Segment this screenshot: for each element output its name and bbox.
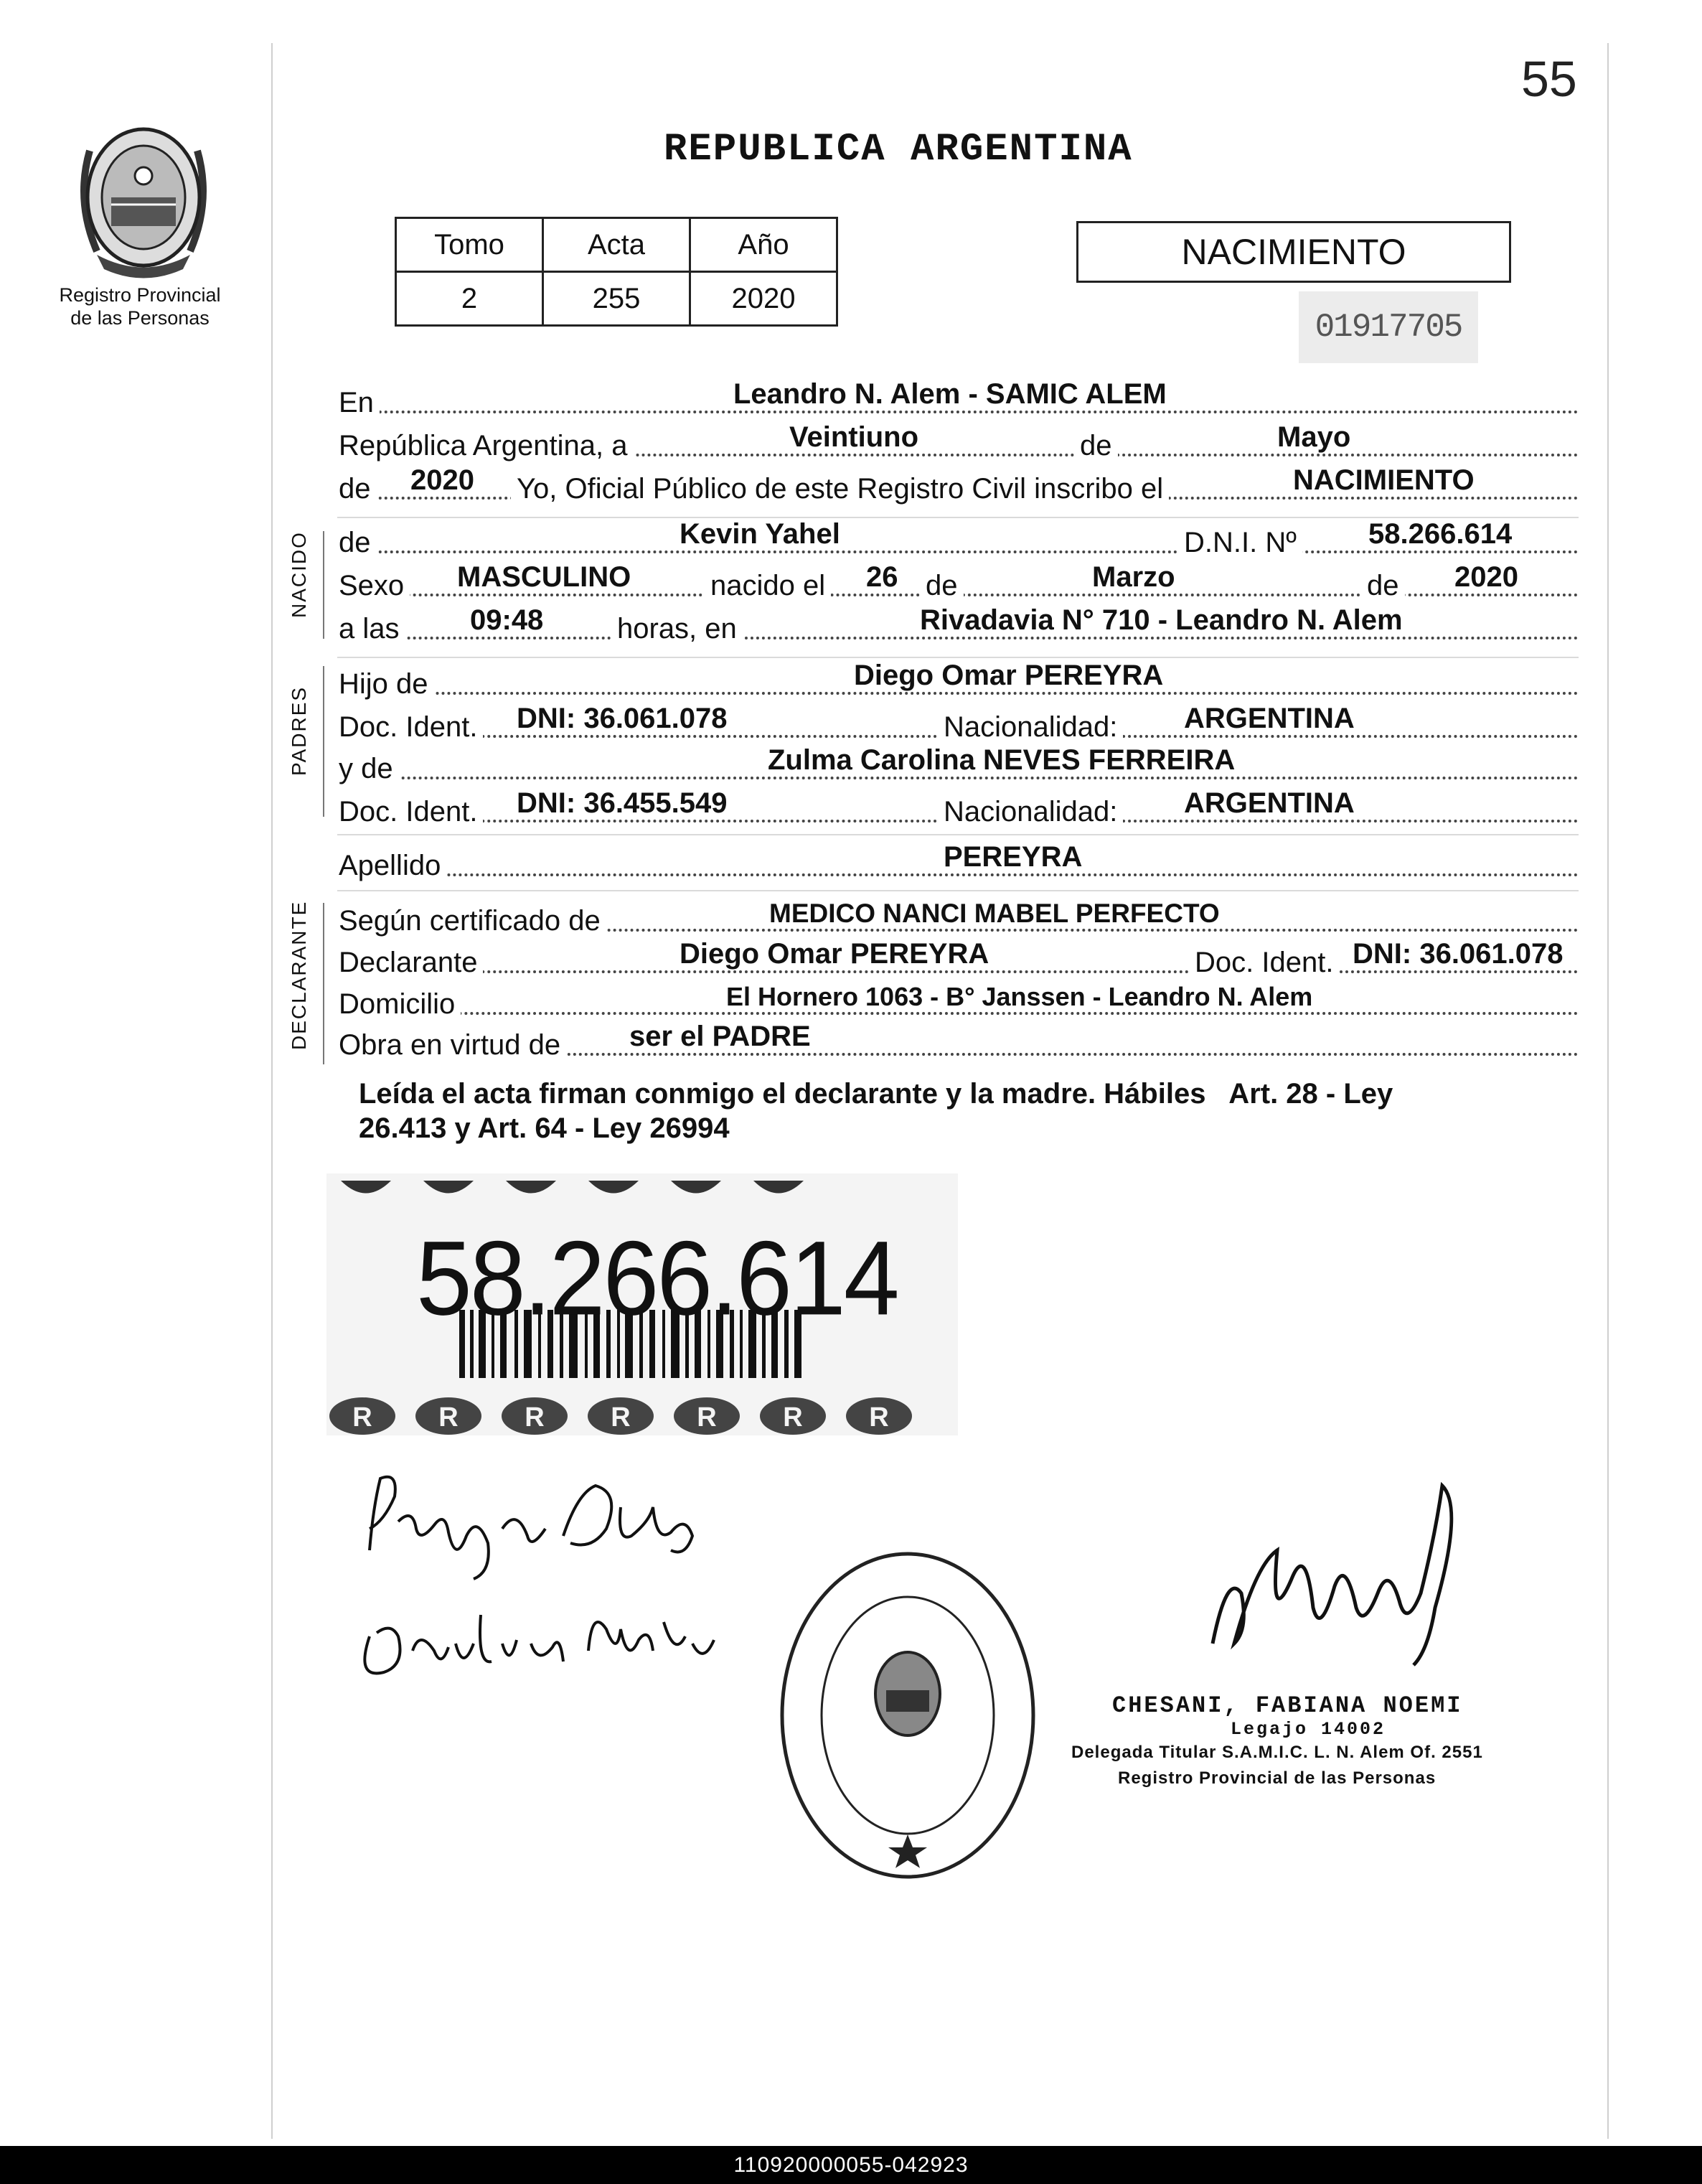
label-republica: República Argentina, a (339, 430, 634, 462)
row-child-name (339, 518, 1579, 559)
divider (337, 890, 1579, 891)
row-father (339, 660, 1579, 700)
row-sex-birthdate (339, 561, 1579, 602)
value-birth-time: 09:48 (470, 604, 544, 636)
sticker-watermark-r: R (869, 1402, 889, 1433)
label-doc-ident: Doc. Ident. (339, 711, 483, 744)
section-label-declarante: DECLARANTE (288, 900, 310, 1050)
value-day: Veintiuno (789, 421, 918, 453)
sticker-watermark-r: R (697, 1402, 717, 1433)
registry-table (395, 217, 838, 327)
value-mother-name: Zulma Carolina NEVES FERREIRA (768, 744, 1236, 776)
label-a-las: a las (339, 613, 405, 645)
label-de-year: de (1361, 570, 1405, 602)
official-legajo: Legajo 14002 (1231, 1719, 1386, 1740)
row-time-place (339, 604, 1579, 645)
label-en: En (339, 387, 380, 419)
sticker-watermark-r: R (352, 1402, 372, 1433)
sticker-dni-number: 58.266.614 (416, 1219, 898, 1337)
label-nacionalidad: Nacionalidad: (938, 711, 1123, 744)
row-certificate (339, 899, 1579, 937)
sticker-watermark-r: R (525, 1402, 545, 1433)
row-en (339, 378, 1579, 419)
label-declarante-doc: Doc. Ident. (1189, 947, 1339, 979)
value-mother-nationality: ARGENTINA (1184, 787, 1355, 819)
label-nacido-el: nacido el (705, 570, 831, 602)
value-child-dni: 58.266.614 (1368, 518, 1513, 550)
value-birth-day: 26 (866, 561, 898, 593)
registry-header-tomo: Tomo (396, 218, 543, 272)
logo-caption-line2: de las Personas (70, 307, 210, 329)
label-hijo-de: Hijo de (339, 668, 434, 700)
row-date (339, 421, 1579, 462)
document-title: REPUBLICA ARGENTINA (664, 128, 1133, 172)
section-label-padres: PADRES (288, 685, 310, 776)
label-domicilio: Domicilio (339, 988, 461, 1021)
row-mother-doc (339, 787, 1579, 828)
divider (337, 834, 1579, 835)
label-segun-certificado: Según certificado de (339, 905, 606, 937)
value-month: Mayo (1277, 421, 1351, 453)
registry-value-ano: 2020 (690, 272, 837, 326)
row-mother (339, 744, 1579, 785)
label-horas: horas, en (611, 613, 743, 645)
label-apellido: Apellido (339, 850, 446, 882)
registry-header-ano: Año (690, 218, 837, 272)
label-doc-ident: Doc. Ident. (339, 796, 483, 828)
value-place-of-registration: Leandro N. Alem - SAMIC ALEM (733, 378, 1167, 410)
value-mother-doc: DNI: 36.455.549 (517, 787, 728, 819)
value-birth-place: Rivadavia N° 710 - Leandro N. Alem (920, 604, 1403, 636)
section-bar-declarante (323, 903, 324, 1064)
value-sex: MASCULINO (457, 561, 631, 593)
value-apellido: PEREYRA (944, 841, 1083, 873)
logo-caption-line1: Registro Provincial (59, 284, 221, 306)
value-domicilio: El Hornero 1063 - B° Janssen - Leandro N. Alem (726, 982, 1313, 1011)
label-inscribo: Yo, Oficial Público de este Registro Civil inscribo el (511, 473, 1169, 505)
section-label-nacido: NACIDO (288, 531, 310, 618)
official-role: Delegada Titular S.A.M.I.C. L. N. Alem Of. 2551 (1071, 1743, 1483, 1762)
label-obra: Obra en virtud de (339, 1029, 566, 1061)
registry-header-acta: Acta (543, 218, 690, 272)
sticker-watermark-r: R (438, 1402, 459, 1433)
value-father-name: Diego Omar PEREYRA (854, 660, 1164, 691)
value-father-nationality: ARGENTINA (1184, 703, 1355, 734)
label-year-prefix: de (339, 473, 377, 505)
registry-value-tomo: 2 (396, 272, 543, 326)
section-bar-nacido (323, 531, 324, 639)
label-dni: D.N.I. Nº (1178, 527, 1302, 559)
label-child-de: de (339, 527, 377, 559)
legal-note-line1: Leída el acta firman conmigo el declarante y la madre. Hábiles Art. 28 - Ley (359, 1078, 1393, 1110)
misiones-seal-logo (68, 108, 219, 280)
logo-caption (39, 283, 240, 329)
value-child-name: Kevin Yahel (680, 518, 840, 550)
legal-note (359, 1077, 1543, 1145)
sticker-watermark-r: R (611, 1402, 631, 1433)
label-de-month: de (920, 570, 964, 602)
row-inscribo (339, 464, 1579, 505)
value-act-inscribed: NACIMIENTO (1293, 464, 1475, 496)
page-number: 55 (1521, 51, 1577, 107)
official-signature (1184, 1464, 1485, 1694)
footer-code-bar: 110920000055-042923 (0, 2146, 1702, 2184)
label-nacionalidad: Nacionalidad: (938, 796, 1123, 828)
value-certificate: MEDICO NANCI MABEL PERFECTO (769, 899, 1220, 928)
value-father-doc: DNI: 36.061.078 (517, 703, 728, 734)
label-sexo: Sexo (339, 570, 410, 602)
section-bar-padres (323, 666, 324, 817)
official-registry: Registro Provincial de las Personas (1118, 1768, 1437, 1788)
margin-line-right (1607, 43, 1609, 2139)
row-father-doc (339, 703, 1579, 744)
row-apellido (339, 841, 1579, 882)
value-declarante: Diego Omar PEREYRA (680, 938, 989, 970)
label-de: de (1074, 430, 1118, 462)
delegation-round-stamp (775, 1550, 1040, 1880)
act-type-box: NACIMIENTO (1076, 221, 1511, 283)
row-obra (339, 1021, 1579, 1061)
official-name: CHESANI, FABIANA NOEMI (1112, 1692, 1463, 1719)
value-year: 2020 (410, 464, 474, 496)
serial-number: 01917705 (1299, 291, 1478, 363)
value-declarante-doc: DNI: 36.061.078 (1353, 938, 1564, 970)
handwritten-signatures (348, 1464, 750, 1694)
value-obra: ser el PADRE (629, 1021, 811, 1052)
row-declarante (339, 938, 1579, 979)
label-declarante: Declarante (339, 947, 483, 979)
divider (337, 657, 1579, 658)
value-birth-year: 2020 (1454, 561, 1518, 593)
row-domicilio (339, 982, 1579, 1021)
value-birth-month: Marzo (1092, 561, 1175, 593)
legal-note-line2: 26.413 y Art. 64 - Ley 26994 (359, 1112, 730, 1144)
margin-line-left (271, 43, 273, 2139)
registry-value-acta: 255 (543, 272, 690, 326)
sticker-watermark-r: R (783, 1402, 803, 1433)
label-y-de: y de (339, 753, 399, 785)
